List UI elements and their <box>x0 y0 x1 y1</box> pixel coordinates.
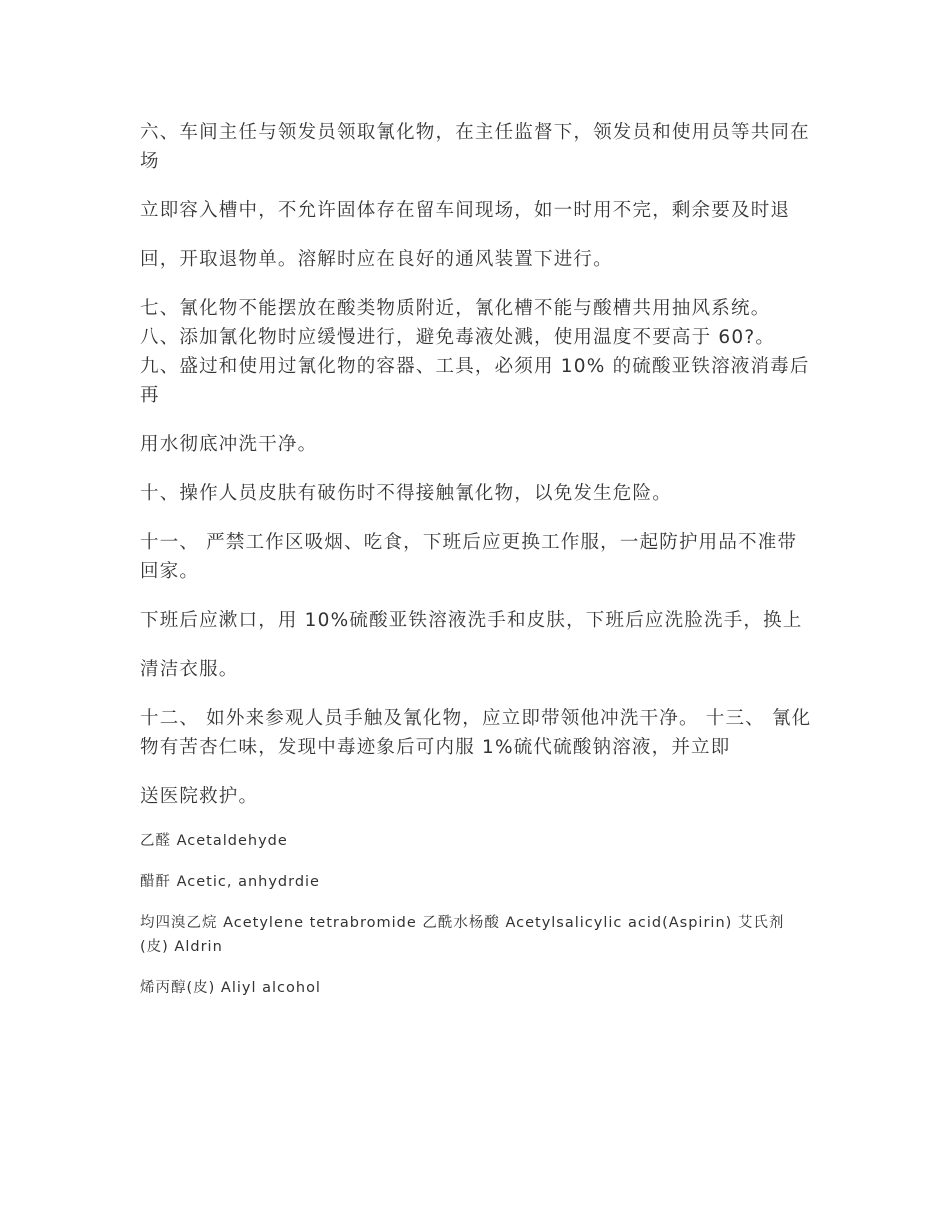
paragraph-nine-cont: 用水彻底冲洗干净。 <box>140 434 318 455</box>
chemical-entry: 乙醛 Acetaldehyde <box>140 833 288 849</box>
paragraph-eleven: 十一、 严禁工作区吸烟、吃食，下班后应更换工作服，一起防护用品不准带回家。 <box>140 532 798 582</box>
paragraph-seven-eight-nine: 七、氰化物不能摆放在酸类物质附近，氰化槽不能与酸槽共用抽风系统。 八、添加氰化物时应缓慢进行，避免毒液处溅，使用温度不要高于 60?。 九、盛过和使用过氰化物的容器、工具，必须用 10% 的硫酸亚铁溶液消毒后再 <box>140 298 810 406</box>
paragraph-twelve-thirteen: 十二、 如外来参观人员手触及氰化物，应立即带领他冲洗干净。 十三、 氰化物有苦杏仁味，发现中毒迹象后可内服 1%硫代硫酸钠溶液，并立即 <box>140 708 812 758</box>
chemical-entry: 烯丙醇(皮) Aliyl alcohol <box>140 980 321 996</box>
chemical-entry: 均四溴乙烷 Acetylene tetrabromide 乙酰水杨酸 Acetylsalicylic acid(Aspirin) 艾氏剂(皮) Aldrin <box>140 915 785 955</box>
document-body <box>140 118 812 1000</box>
paragraph-thirteen-cont: 送医院救护。 <box>140 786 259 807</box>
paragraph-six: 六、车间主任与领发员领取氰化物，在主任监督下，领发员和使用员等共同在场 <box>140 122 810 172</box>
paragraph-eleven-cont-2: 清洁衣服。 <box>140 659 239 680</box>
paragraph-eleven-cont-1: 下班后应漱口，用 10%硫酸亚铁溶液洗手和皮肤，下班后应洗脸洗手，换上 <box>140 610 803 631</box>
paragraph-ten: 十、操作人员皮肤有破伤时不得接触氰化物，以免发生危险。 <box>140 483 672 504</box>
paragraph-six-cont-2: 回，开取退物单。溶解时应在良好的通风装置下进行。 <box>140 249 613 270</box>
chemical-entry: 醋酐 Acetic, anhydrdie <box>140 874 320 890</box>
paragraph-six-cont-1: 立即容入槽中，不允许固体存在留车间现场，如一时用不完，剩余要及时退 <box>140 200 791 221</box>
